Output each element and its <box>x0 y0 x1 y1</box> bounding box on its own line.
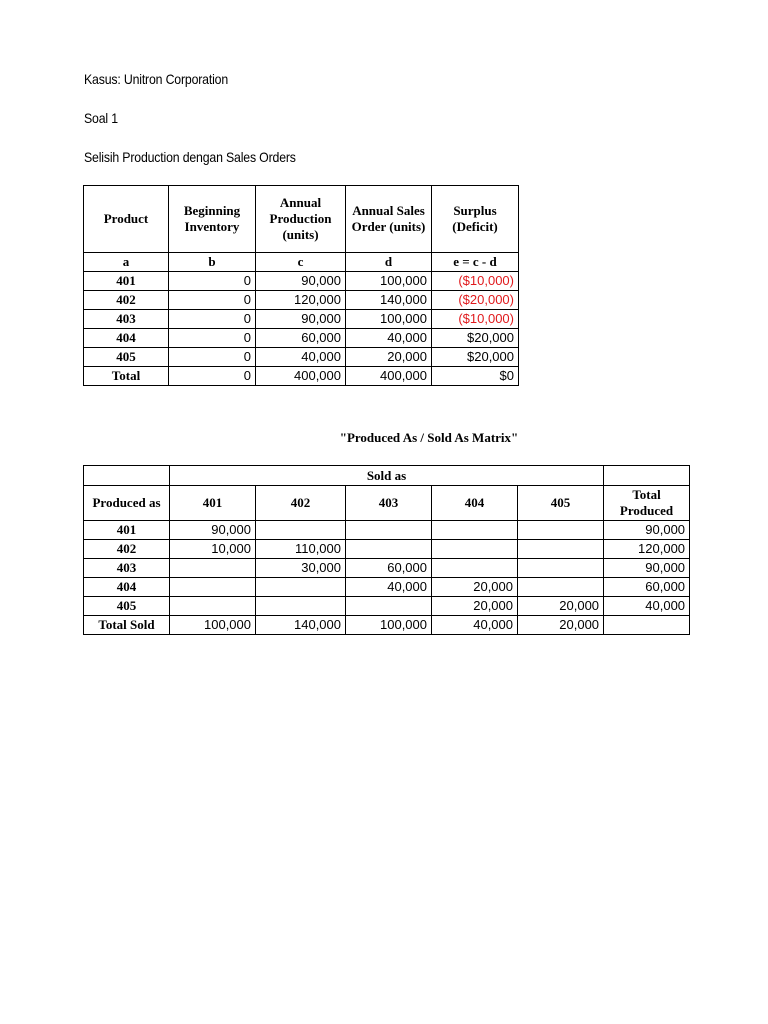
matrix-cell <box>256 521 346 540</box>
matrix-cell: 120,000 <box>604 540 690 559</box>
matrix-cell: 20,000 <box>432 597 518 616</box>
col-header-401: 401 <box>170 486 256 521</box>
production-vs-sales-table <box>83 185 519 386</box>
matrix-cell: 10,000 <box>170 540 256 559</box>
letter-a: a <box>84 253 169 272</box>
matrix-header-row <box>84 486 690 521</box>
table-cell: ($10,000) <box>432 310 519 329</box>
matrix-cell <box>170 597 256 616</box>
matrix-cell: 20,000 <box>518 597 604 616</box>
matrix-corner-cell <box>84 466 170 486</box>
matrix-body <box>84 521 690 635</box>
col-header-beginning-inventory: Beginning Inventory <box>169 186 256 253</box>
table-cell: 40,000 <box>256 348 346 367</box>
matrix-cell <box>256 597 346 616</box>
matrix-cell <box>346 540 432 559</box>
produced-as-label: Total Sold <box>84 616 170 635</box>
matrix-cell: 140,000 <box>256 616 346 635</box>
col-header-403: 403 <box>346 486 432 521</box>
matrix-cell <box>432 521 518 540</box>
table-cell: 400,000 <box>256 367 346 386</box>
sold-as-header: Sold as <box>170 466 604 486</box>
matrix-cell <box>256 578 346 597</box>
matrix-cell: 60,000 <box>604 578 690 597</box>
table-row <box>84 291 519 310</box>
matrix-cell <box>432 540 518 559</box>
matrix-row <box>84 521 690 540</box>
matrix-cell: 110,000 <box>256 540 346 559</box>
matrix-cell <box>346 597 432 616</box>
matrix-cell <box>518 521 604 540</box>
table-header-row <box>84 186 519 253</box>
letter-b: b <box>169 253 256 272</box>
matrix-cell <box>346 521 432 540</box>
table-row <box>84 310 519 329</box>
product-label: 403 <box>84 310 169 329</box>
matrix-cell <box>170 578 256 597</box>
matrix-cell <box>518 559 604 578</box>
matrix-cell: 20,000 <box>432 578 518 597</box>
table-cell: 0 <box>169 310 256 329</box>
table-cell: 20,000 <box>346 348 432 367</box>
produced-sold-matrix-table <box>83 465 690 635</box>
product-label: 402 <box>84 291 169 310</box>
table-cell: 90,000 <box>256 272 346 291</box>
table-row <box>84 329 519 348</box>
table-cell: 140,000 <box>346 291 432 310</box>
table-row <box>84 348 519 367</box>
table-cell: 120,000 <box>256 291 346 310</box>
col-header-annual-production: Annual Production (units) <box>256 186 346 253</box>
matrix-cell: 40,000 <box>604 597 690 616</box>
matrix-row <box>84 559 690 578</box>
matrix-row <box>84 597 690 616</box>
product-label: 404 <box>84 329 169 348</box>
matrix-title: "Produced As / Sold As Matrix" <box>339 430 519 445</box>
matrix-row <box>84 616 690 635</box>
matrix-cell: 40,000 <box>432 616 518 635</box>
question-label: Soal 1 <box>84 110 118 126</box>
matrix-corner-right-cell <box>604 466 690 486</box>
table-cell: ($10,000) <box>432 272 519 291</box>
col-header-404: 404 <box>432 486 518 521</box>
matrix-cell <box>518 578 604 597</box>
table-cell: $20,000 <box>432 348 519 367</box>
matrix-cell: 90,000 <box>604 559 690 578</box>
matrix-top-row <box>84 466 690 486</box>
matrix-cell <box>170 559 256 578</box>
produced-as-label: 401 <box>84 521 170 540</box>
matrix-cell <box>518 540 604 559</box>
matrix-cell: 100,000 <box>346 616 432 635</box>
table-cell: 100,000 <box>346 272 432 291</box>
formula-letter-row <box>84 253 519 272</box>
produced-as-label: 403 <box>84 559 170 578</box>
matrix-cell: 30,000 <box>256 559 346 578</box>
letter-c: c <box>256 253 346 272</box>
table-cell: 100,000 <box>346 310 432 329</box>
table-cell: 0 <box>169 329 256 348</box>
table-cell: $20,000 <box>432 329 519 348</box>
matrix-row <box>84 540 690 559</box>
produced-as-header: Produced as <box>84 486 170 521</box>
table-cell: 0 <box>169 348 256 367</box>
case-title: Kasus: Unitron Corporation <box>84 71 229 87</box>
col-header-405: 405 <box>518 486 604 521</box>
matrix-cell: 20,000 <box>518 616 604 635</box>
section-subtitle: Selisih Production dengan Sales Orders <box>84 149 296 165</box>
table-cell: 40,000 <box>346 329 432 348</box>
matrix-cell <box>432 559 518 578</box>
table-cell: ($20,000) <box>432 291 519 310</box>
letter-d: d <box>346 253 432 272</box>
matrix-cell: 60,000 <box>346 559 432 578</box>
table-cell: 90,000 <box>256 310 346 329</box>
matrix-cell: 90,000 <box>170 521 256 540</box>
matrix-cell: 100,000 <box>170 616 256 635</box>
matrix-row <box>84 578 690 597</box>
table-row <box>84 272 519 291</box>
matrix-cell: 90,000 <box>604 521 690 540</box>
matrix-cell: 40,000 <box>346 578 432 597</box>
table-cell: 400,000 <box>346 367 432 386</box>
col-header-annual-sales-order: Annual Sales Order (units) <box>346 186 432 253</box>
produced-as-label: 404 <box>84 578 170 597</box>
matrix-cell <box>604 616 690 635</box>
col-header-product: Product <box>84 186 169 253</box>
table-body <box>84 272 519 386</box>
table-row <box>84 367 519 386</box>
produced-as-label: 402 <box>84 540 170 559</box>
product-label: Total <box>84 367 169 386</box>
table-cell: 0 <box>169 291 256 310</box>
col-header-surplus-deficit: Surplus (Deficit) <box>432 186 519 253</box>
produced-as-label: 405 <box>84 597 170 616</box>
table-cell: 60,000 <box>256 329 346 348</box>
product-label: 405 <box>84 348 169 367</box>
table-cell: 0 <box>169 272 256 291</box>
table-cell: 0 <box>169 367 256 386</box>
product-label: 401 <box>84 272 169 291</box>
total-produced-header: Total Produced <box>604 486 690 521</box>
col-header-402: 402 <box>256 486 346 521</box>
letter-e-formula: e = c - d <box>432 253 519 272</box>
table-cell: $0 <box>432 367 519 386</box>
